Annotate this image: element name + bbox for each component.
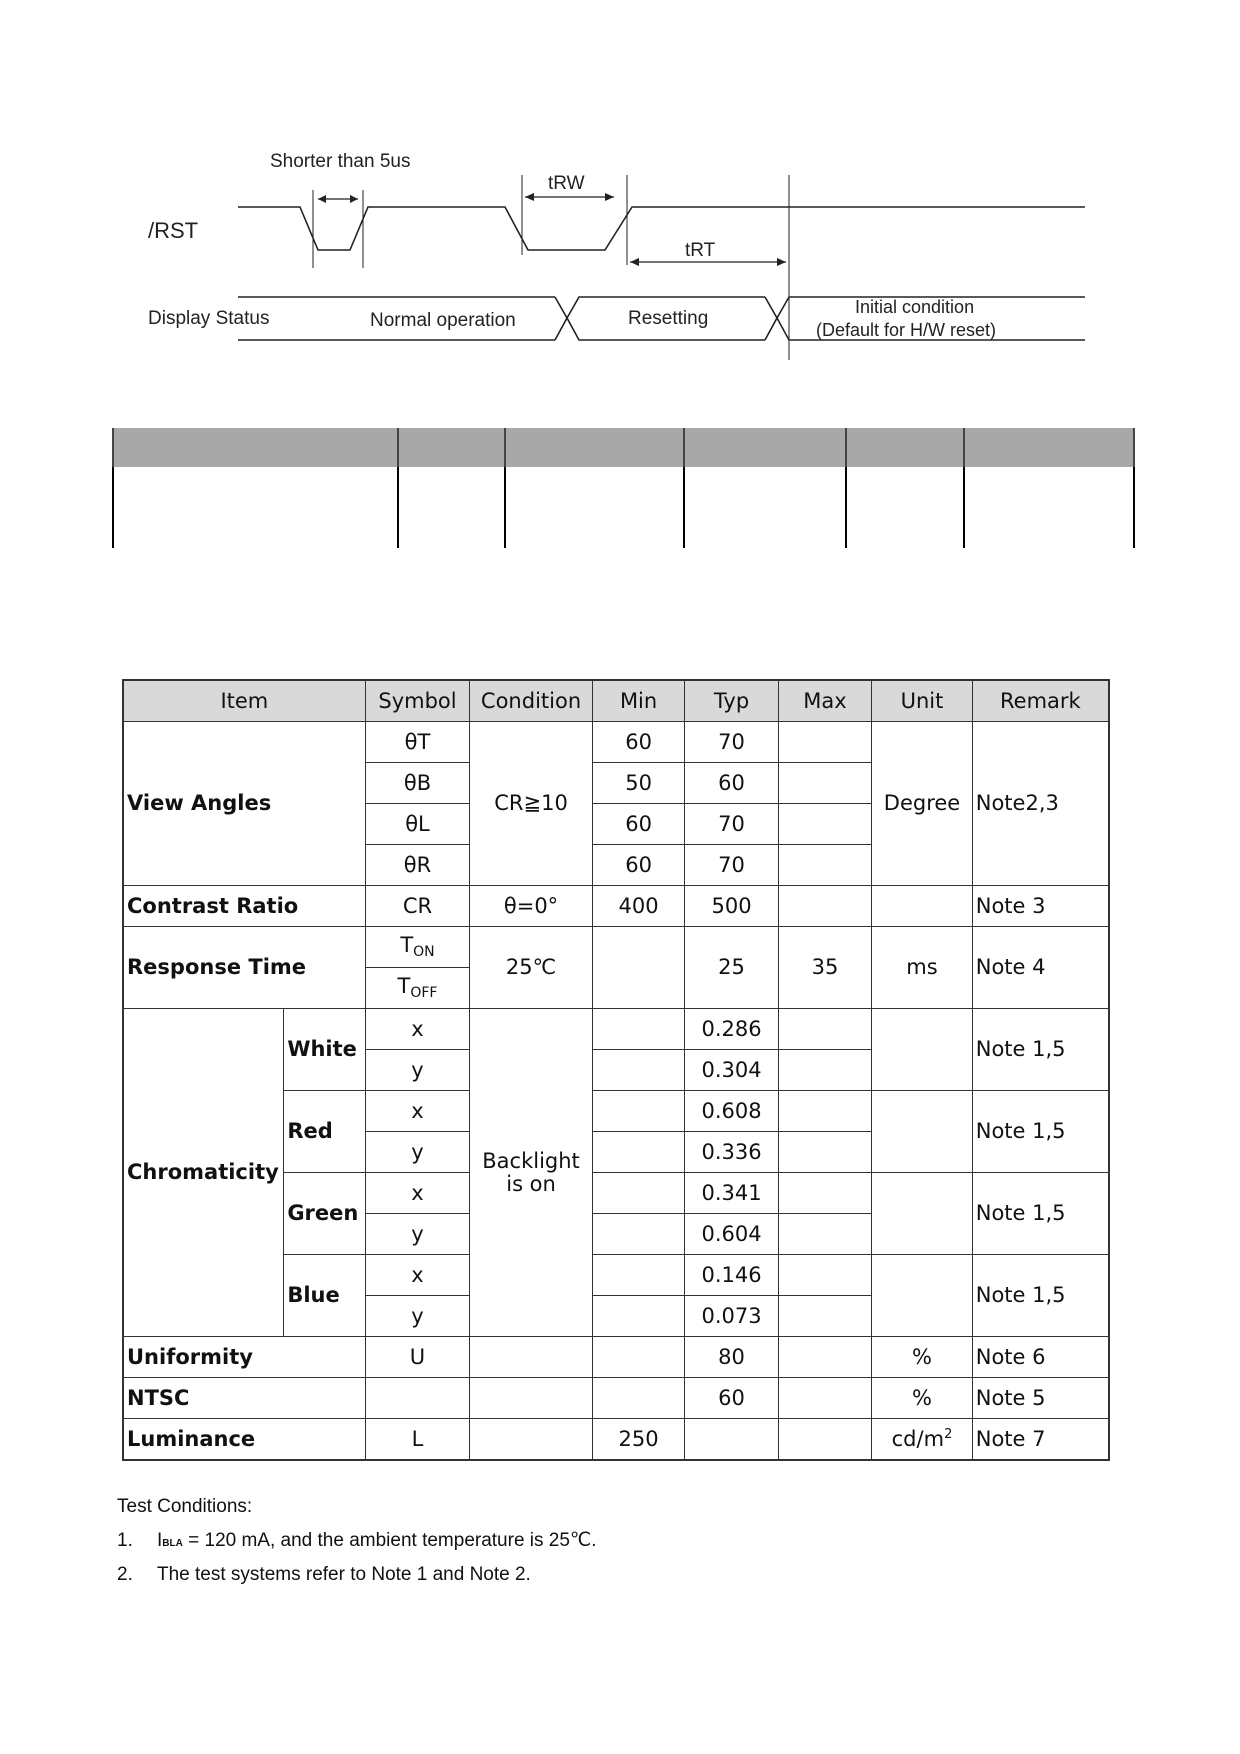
- luminance-unit: cd/m: [891, 1426, 945, 1451]
- list-number: 1.: [117, 1530, 133, 1551]
- table-row: [123, 1009, 1109, 1050]
- symbol-cell: x: [365, 1091, 470, 1132]
- remark-cell: Note 3: [972, 886, 1109, 927]
- min-cell: [592, 1173, 684, 1214]
- min-cell: 60: [592, 722, 684, 763]
- condition-cell: θ=0°: [470, 886, 593, 927]
- test-conditions-title: Test Conditions:: [117, 1496, 253, 1517]
- resetting-label: Resetting: [628, 308, 709, 329]
- max-cell: [778, 1050, 871, 1091]
- header-unit: Unit: [872, 680, 973, 722]
- symbol-cell: x: [365, 1009, 470, 1050]
- unit-cell: [872, 1091, 973, 1173]
- table-row: [123, 1419, 1109, 1461]
- min-cell: [592, 1214, 684, 1255]
- typ-cell: 60: [685, 1378, 778, 1419]
- header-max: Max: [778, 680, 871, 722]
- display-status-label: Display Status: [148, 308, 270, 329]
- max-cell: [778, 1419, 871, 1461]
- rst-waveform: [238, 207, 1085, 250]
- table-row: [123, 1378, 1109, 1419]
- table-header-row: [123, 680, 1109, 722]
- max-cell: [778, 1337, 871, 1378]
- min-cell: [592, 1091, 684, 1132]
- initial-condition-label: Initial condition: [855, 297, 975, 317]
- empty-spec-table: [112, 428, 1135, 548]
- symbol-cell: y: [365, 1296, 470, 1337]
- normal-operation-label: Normal operation: [370, 310, 516, 331]
- symbol-cell: CR: [365, 886, 470, 927]
- empty-header-cell: [113, 428, 398, 467]
- response-time-item: Response Time: [123, 927, 365, 1009]
- table-row: [123, 886, 1109, 927]
- color-blue: Blue: [284, 1255, 365, 1337]
- symbol-cell: θR: [365, 845, 470, 886]
- header-remark: Remark: [972, 680, 1109, 722]
- unit-cell: ms: [872, 927, 973, 1009]
- min-cell: [592, 1009, 684, 1050]
- trw-label: tRW: [548, 173, 585, 194]
- empty-header-cell: [505, 428, 684, 467]
- empty-body-cell: [113, 467, 398, 548]
- toff-symbol: T: [397, 974, 411, 999]
- remark-cell: Note 1,5: [972, 1255, 1109, 1337]
- max-cell: [778, 1173, 871, 1214]
- min-cell: [592, 1132, 684, 1173]
- ibla-symbol: I: [157, 1530, 163, 1551]
- color-white: White: [284, 1009, 365, 1091]
- typ-cell: 60: [685, 763, 778, 804]
- view-angles-unit: Degree: [872, 722, 973, 886]
- min-cell: 60: [592, 804, 684, 845]
- symbol-cell: [365, 968, 470, 1009]
- min-cell: [592, 1255, 684, 1296]
- typ-cell: 0.304: [685, 1050, 778, 1091]
- min-cell: 60: [592, 845, 684, 886]
- ton-symbol: T: [400, 933, 414, 958]
- min-cell: [592, 927, 684, 1009]
- header-item: Item: [123, 680, 365, 722]
- empty-body-cell: [398, 467, 505, 548]
- trt-label: tRT: [685, 240, 716, 261]
- optical-spec-table: [122, 679, 1110, 1461]
- symbol-cell: θL: [365, 804, 470, 845]
- default-reset-label: (Default for H/W reset): [816, 320, 997, 340]
- max-cell: [778, 1255, 871, 1296]
- typ-cell: 0.608: [685, 1091, 778, 1132]
- test-conditions: [117, 1490, 597, 1592]
- max-cell: [778, 1132, 871, 1173]
- typ-cell: 500: [685, 886, 778, 927]
- symbol-cell: θB: [365, 763, 470, 804]
- contrast-ratio-item: Contrast Ratio: [123, 886, 365, 927]
- unit-cell: [872, 886, 973, 927]
- toff-subscript: OFF: [410, 985, 438, 1002]
- typ-cell: 0.604: [685, 1214, 778, 1255]
- ton-subscript: ON: [413, 944, 435, 961]
- max-cell: [778, 1296, 871, 1337]
- shorter-label: Shorter than 5us: [270, 151, 411, 172]
- max-cell: [778, 722, 871, 763]
- header-symbol: Symbol: [365, 680, 470, 722]
- empty-header-cell: [964, 428, 1134, 467]
- symbol-cell: [365, 1378, 470, 1419]
- min-cell: [592, 1378, 684, 1419]
- symbol-cell: y: [365, 1050, 470, 1091]
- unit-cell: [872, 1255, 973, 1337]
- luminance-unit-exponent: 2: [944, 1426, 953, 1442]
- symbol-cell: θT: [365, 722, 470, 763]
- remark-cell: Note 7: [972, 1419, 1109, 1461]
- typ-cell: 0.073: [685, 1296, 778, 1337]
- unit-cell: [872, 1419, 973, 1461]
- min-cell: [592, 1337, 684, 1378]
- empty-header-cell: [684, 428, 845, 467]
- symbol-cell: [365, 927, 470, 968]
- chromaticity-condition: Backlight is on: [470, 1009, 593, 1337]
- unit-cell: [872, 1009, 973, 1091]
- max-cell: [778, 886, 871, 927]
- symbol-cell: x: [365, 1255, 470, 1296]
- table-row: [123, 722, 1109, 763]
- header-min: Min: [592, 680, 684, 722]
- table-row: [123, 1337, 1109, 1378]
- condition-cell: [470, 1419, 593, 1461]
- remark-cell: Note 4: [972, 927, 1109, 1009]
- table-row: [123, 927, 1109, 968]
- empty-body-cell: [846, 467, 964, 548]
- min-cell: [592, 1296, 684, 1337]
- color-green: Green: [284, 1173, 365, 1255]
- typ-cell: 25: [685, 927, 778, 1009]
- test-condition-2-text: The test systems refer to Note 1 and Note 2.: [157, 1564, 531, 1585]
- typ-cell: 70: [685, 804, 778, 845]
- ibla-subscript: BLA: [162, 1538, 183, 1549]
- luminance-item: Luminance: [123, 1419, 365, 1461]
- reset-timing-diagram: [0, 0, 1240, 380]
- max-cell: [778, 804, 871, 845]
- max-cell: [778, 763, 871, 804]
- typ-cell: 0.286: [685, 1009, 778, 1050]
- view-angles-item: View Angles: [123, 722, 365, 886]
- test-condition-1: [117, 1524, 597, 1558]
- max-cell: [778, 1378, 871, 1419]
- condition-cell: [470, 1337, 593, 1378]
- remark-cell: Note 6: [972, 1337, 1109, 1378]
- min-cell: 50: [592, 763, 684, 804]
- symbol-cell: y: [365, 1214, 470, 1255]
- remark-cell: Note 1,5: [972, 1091, 1109, 1173]
- empty-header-cell: [398, 428, 505, 467]
- color-red: Red: [284, 1091, 365, 1173]
- typ-cell: 0.341: [685, 1173, 778, 1214]
- ntsc-item: NTSC: [123, 1378, 365, 1419]
- header-condition: Condition: [470, 680, 593, 722]
- empty-header-cell: [846, 428, 964, 467]
- min-cell: 400: [592, 886, 684, 927]
- typ-cell: 80: [685, 1337, 778, 1378]
- list-number: 2.: [117, 1564, 133, 1585]
- unit-cell: [872, 1173, 973, 1255]
- remark-cell: Note 1,5: [972, 1173, 1109, 1255]
- header-typ: Typ: [685, 680, 778, 722]
- test-condition-2: [117, 1558, 597, 1592]
- test-condition-1-text: = 120 mA, and the ambient temperature is 25℃.: [182, 1530, 597, 1551]
- max-cell: [778, 1009, 871, 1050]
- empty-body-cell: [505, 467, 684, 548]
- min-cell: [592, 1050, 684, 1091]
- empty-body-cell: [684, 467, 845, 548]
- typ-cell: [685, 1419, 778, 1461]
- symbol-cell: L: [365, 1419, 470, 1461]
- typ-cell: 70: [685, 722, 778, 763]
- condition-cell: [470, 1378, 593, 1419]
- typ-cell: 0.146: [685, 1255, 778, 1296]
- max-cell: [778, 845, 871, 886]
- view-angles-remark: Note2,3: [972, 722, 1109, 886]
- empty-body-cell: [964, 467, 1134, 548]
- symbol-cell: x: [365, 1173, 470, 1214]
- uniformity-item: Uniformity: [123, 1337, 365, 1378]
- min-cell: 250: [592, 1419, 684, 1461]
- max-cell: [778, 1214, 871, 1255]
- symbol-cell: U: [365, 1337, 470, 1378]
- chromaticity-item: Chromaticity: [123, 1009, 284, 1337]
- remark-cell: Note 5: [972, 1378, 1109, 1419]
- typ-cell: 70: [685, 845, 778, 886]
- unit-cell: %: [872, 1337, 973, 1378]
- response-condition: 25℃: [470, 927, 593, 1009]
- max-cell: 35: [778, 927, 871, 1009]
- remark-cell: Note 1,5: [972, 1009, 1109, 1091]
- rst-signal-label: /RST: [148, 218, 199, 243]
- max-cell: [778, 1091, 871, 1132]
- view-angles-condition: CR≧10: [470, 722, 593, 886]
- typ-cell: 0.336: [685, 1132, 778, 1173]
- symbol-cell: y: [365, 1132, 470, 1173]
- unit-cell: %: [872, 1378, 973, 1419]
